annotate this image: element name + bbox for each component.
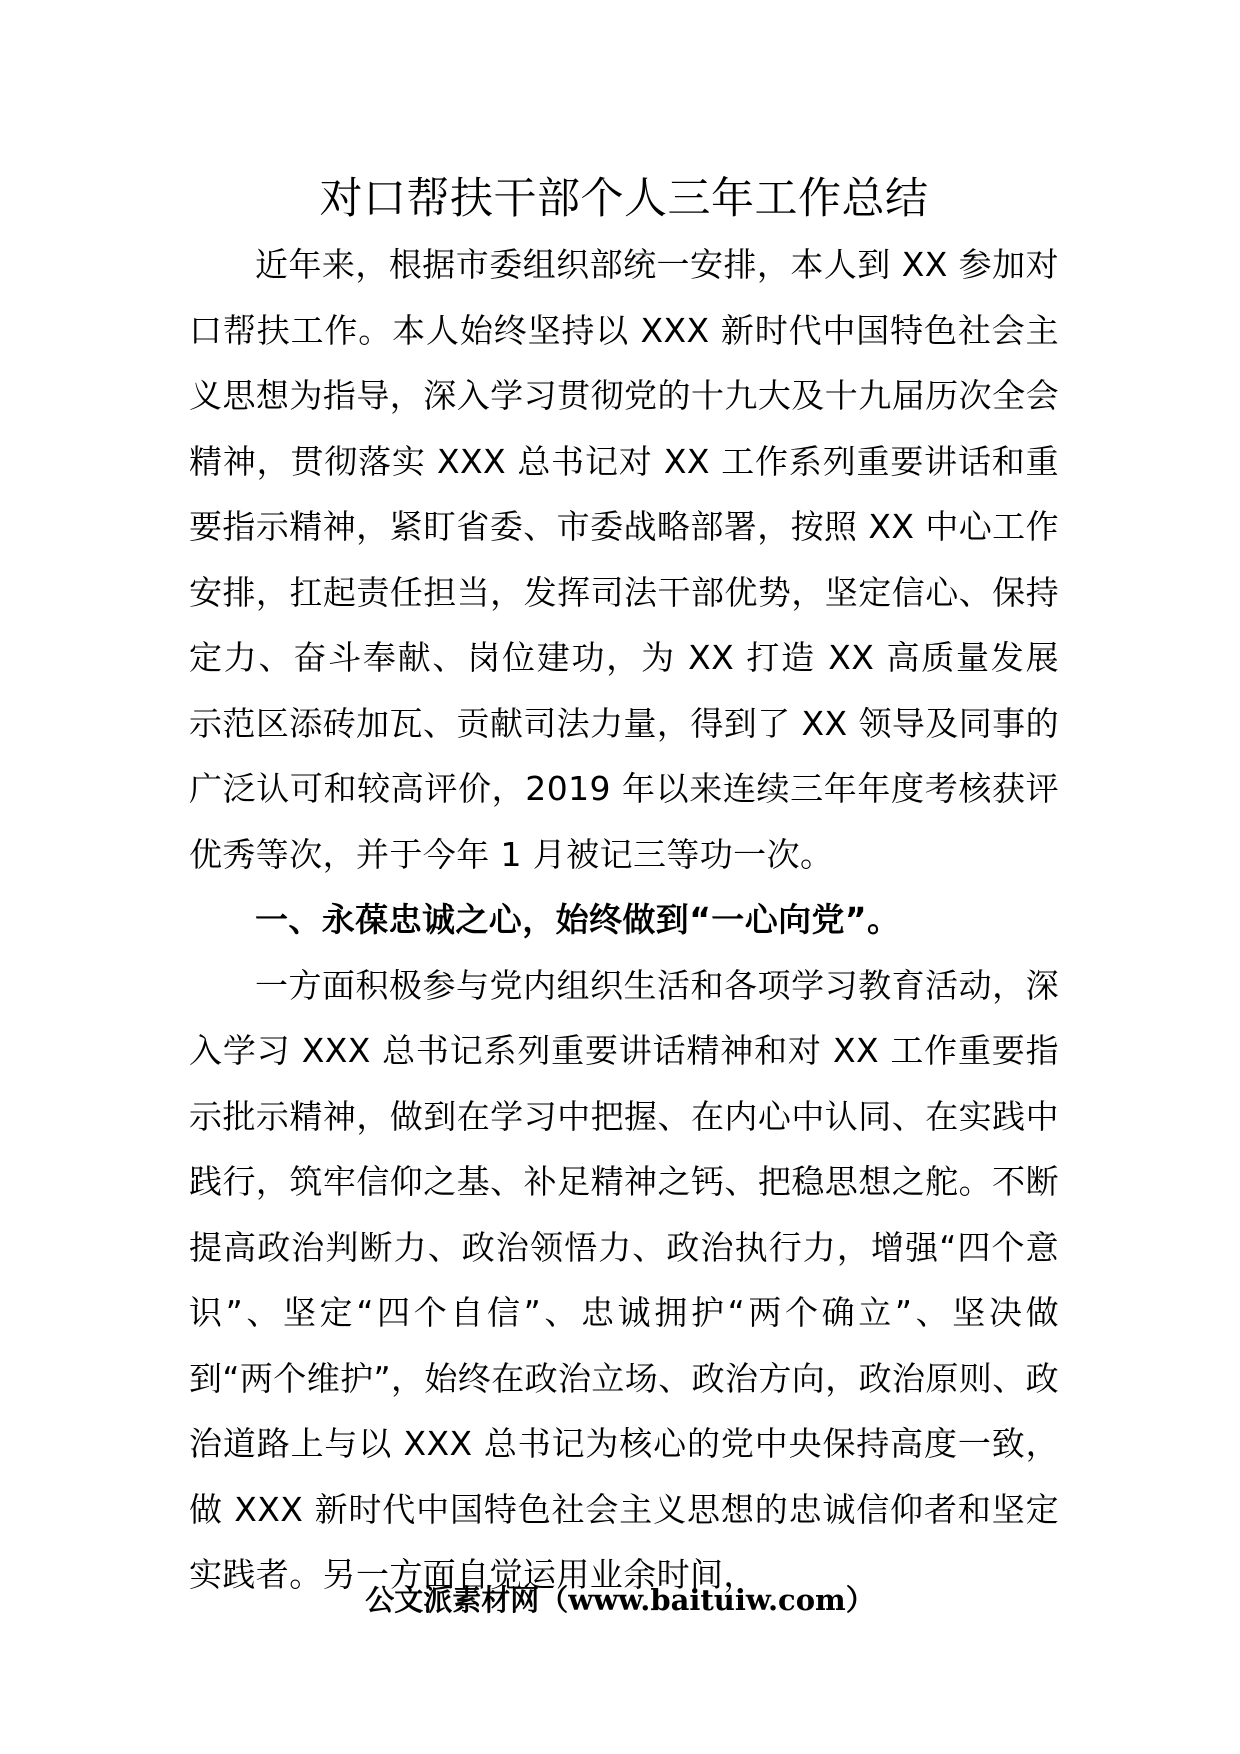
intro-paragraph: 近年来，根据市委组织部统一安排，本人到 XX 参加对口帮扶工作。本人始终坚持以 XXX 新时代中国特色社会主义思想为指导，深入学习贯彻党的十九大及十九届历次全会精神，贯彻落实 XXX 总书记对 XX 工作系列重要讲话和重要指示精神，紧盯省委、市委战略部署，按照 XX 中心工作安排，扛起责任担当，发挥司法干部优势，坚定信心、保持定力、奋斗奉献、岗位建功，为 XX 打造 XX 高质量发展示范区添砖加瓦、贡献司法力量，得到了 XX 领导及同事的广泛认可和较高评价，2019 年以来连续三年年度考核获评优秀等次，并于今年 1 月被记三等功一次。 xyxy=(189,245,1059,874)
section-paragraph: 一方面积极参与党内组织生活和各项学习教育活动，深入学习 XXX 总书记系列重要讲话精神和对 XX 工作重要指示批示精神，做到在学习中把握、在内心中认同、在实践中践行，筑牢信仰之基、补足精神之钙、把稳思想之舵。不断提高政治判断力、政治领悟力、政治执行力，增强“四个意识”、坚定“四个自信”、忠诚拥护“两个确立”、坚决做到“两个维护”，始终在政治立场、政治方向，政治原则、政治道路上与以 XXX 总书记为核心的党中央保持高度一致，做 XXX 新时代中国特色社会主义思想的忠诚信仰者和坚定实践者。另一方面自觉运用业余时间， xyxy=(189,965,1059,1594)
section-heading: 一、永葆忠诚之心，始终做到“一心向党”。 xyxy=(255,900,901,939)
footer-watermark: 公文派素材网（www.baituiw.com） xyxy=(365,1583,875,1617)
document-body xyxy=(189,166,1059,1608)
document-title: 对口帮扶干部个人三年工作总结 xyxy=(319,174,929,224)
